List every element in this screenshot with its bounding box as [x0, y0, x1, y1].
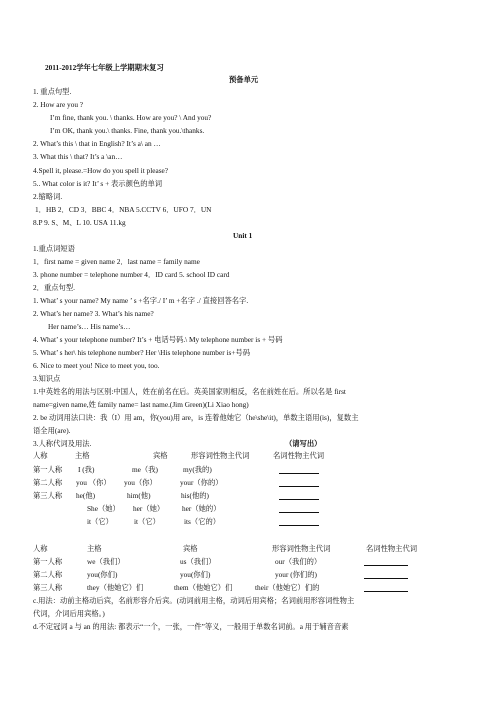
table-cell: She（她） [87, 504, 120, 513]
table-cell: it（它） [87, 517, 113, 526]
table-header: 形容词性物主代词 [191, 451, 250, 460]
prep-line: 4.Spell it, please.=How do you spell it please? [33, 166, 169, 175]
table-header: 形容词性物主代词 [272, 544, 331, 553]
prep-line: I’m fine, thank you. \ thanks. How are you? \ And you? [50, 113, 212, 122]
table-cell: 第三人称 [33, 491, 63, 500]
table-cell: its（它的） [184, 517, 221, 526]
table-cell: me（我) [132, 465, 158, 474]
unit1-line: 1. What’ s your name? My name ’ s +名字./ I’ m +名字 ./ 直接回答名字. [33, 296, 249, 305]
table-header: 人称 [33, 451, 48, 460]
fill-hint: （请写出） [285, 439, 322, 448]
prep-line: 8.P 9. S、M、L 10. USA 11.kg [33, 218, 126, 227]
unit1-line: 1.中英姓名的用法与区别:中国人，姓在前名在后。英美国家则相反，名在前姓在后。所以名是 first [33, 387, 346, 396]
table-cell: you(你们) [87, 570, 118, 579]
table-cell: us（我们） [180, 557, 216, 566]
table-header: 宾格 [153, 451, 168, 460]
answer-blank[interactable] [279, 486, 319, 487]
unit1-line: 语全用(are). [33, 426, 71, 435]
unit1-line: 3.人称代词及用法. [33, 439, 92, 448]
table-header: 名词性物主代词 [366, 544, 418, 553]
answer-blank[interactable] [279, 525, 319, 526]
table-cell: their（他她它）们的 [255, 583, 320, 592]
unit-title-1: Unit 1 [233, 231, 253, 240]
prep-line: 2. What’s this \ that in English? It’s a\ an … [33, 139, 161, 148]
table-header: 名词性物主代词 [273, 451, 325, 460]
unit1-line: 3. phone number = telephone number 4．ID card 5. school ID card [33, 270, 230, 279]
prep-line: 3. What this \ that? It’s a \an… [33, 152, 123, 161]
table-cell: he(他) [76, 491, 96, 500]
unit1-line: 1.重点词短语 [33, 244, 75, 253]
table-cell: your (你们的) [275, 570, 317, 579]
unit1-line: 4. What’ s your telephone number? It’s + 电话号码.\ My telephone number is + 号码 [33, 335, 283, 344]
prep-line: 5.. What color is it? It’ s + 表示颜色的单词 [33, 179, 163, 188]
note-line: d.不定冠词 a 与 an 的用法: 都表示“一个，一张，一件”等义，一般用于单数名词前。a 用于辅音音素 [33, 622, 349, 631]
unit1-line: 6. Nice to meet you! Nice to meet you, too. [33, 361, 160, 370]
prep-line: 2. How are you ? [33, 100, 84, 109]
table-cell: 第二人称 [33, 478, 63, 487]
table-cell: it（它） [134, 517, 160, 526]
table-cell: her（她的） [182, 504, 221, 513]
table-cell: my(我的) [183, 465, 212, 474]
prep-line: 1．HB 2．CD 3．BBC 4．NBA 5.CCTV 6．UFO 7．UN [35, 205, 212, 214]
answer-blank[interactable] [364, 565, 408, 566]
table-cell: 第三人称 [33, 583, 63, 592]
table-header: 主格 [87, 544, 102, 553]
note-line: 代词，介词后用宾格。) [33, 609, 105, 618]
table-cell: his(他的) [181, 491, 209, 500]
table-cell: you（你） [124, 478, 157, 487]
table-cell: her（她） [133, 504, 165, 513]
table-cell: they（他她它）们 [87, 583, 144, 592]
unit-title-prep: 预备单元 [229, 75, 259, 84]
prep-line: 2.缩略词. [33, 192, 63, 201]
document-title: 2011-2012学年七年级上学期期末复习 [45, 63, 164, 72]
table-header: 宾格 [183, 544, 198, 553]
table-cell: you （你） [76, 478, 111, 487]
prep-line: 1. 重点句型. [33, 87, 72, 96]
table-cell: 第二人称 [33, 570, 63, 579]
table-cell: him(他) [127, 491, 151, 500]
unit1-line: 2. be 动词用法口诀：我（I）用 am，你(you)用 are，is 连着他她它（he\she\it)，单数主语用(is)，复数主 [33, 413, 359, 422]
unit1-line: Her name’s… His name’s… [48, 322, 131, 331]
unit1-line: 1．first name = given name 2．last name = family name [33, 257, 200, 266]
table-header: 主格 [75, 451, 90, 460]
answer-blank[interactable] [279, 473, 319, 474]
unit1-line: 2. What’s her name? 3. What’s his name? [33, 309, 154, 318]
table-cell: you(你们) [180, 570, 211, 579]
prep-line: I’m OK, thank you.\ thanks. Fine, thank you.\thanks. [50, 126, 205, 135]
table-cell: I (我) [78, 465, 95, 474]
answer-blank[interactable] [279, 512, 319, 513]
unit1-line: name=given name,姓 family name= last name.(Jim Green)(Li Xiao hong) [33, 400, 249, 409]
table-cell: 第一人称 [33, 557, 63, 566]
answer-blank[interactable] [364, 578, 408, 579]
table-cell: we（我们） [87, 557, 125, 566]
table-cell: our（我们的） [275, 557, 322, 566]
answer-blank[interactable] [279, 499, 319, 500]
unit1-line: 3.知识点 [33, 374, 61, 383]
table-cell: 第一人称 [33, 465, 63, 474]
note-line: c.用法：动前主格动后宾，名前形容介后宾。(动词前用主格，动词后用宾格；名词前用形容词性物主 [33, 596, 355, 605]
table-cell: your（你的） [180, 478, 223, 487]
unit1-line: 2．重点句型. [33, 283, 75, 292]
table-header: 人称 [33, 544, 48, 553]
unit1-line: 5. What’ s her\ his telephone number? Her \His telephone number is+号码 [33, 348, 251, 357]
table-cell: them（他她它）们 [174, 583, 233, 592]
answer-blank[interactable] [364, 591, 408, 592]
